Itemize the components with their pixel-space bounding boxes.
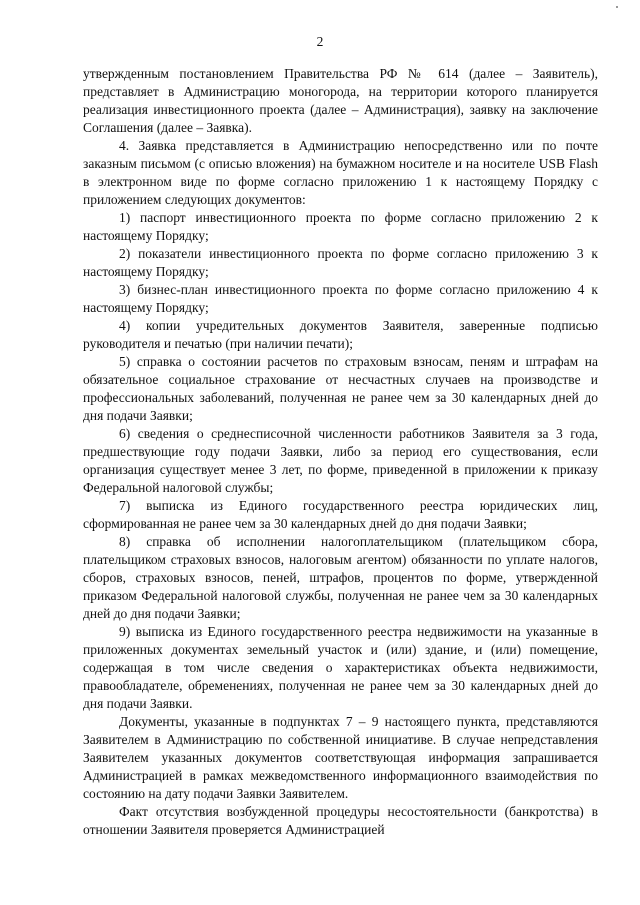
list-item: 2) показатели инвестиционного проекта по форме согласно приложению 3 к настоящему Порядку; (83, 246, 598, 279)
list-item: 4) копии учредительных документов Заявителя, заверенные подписью руководителя и печатью (при наличии печати); (83, 318, 598, 351)
paragraph: утвержденным постановлением Правительства РФ № 614 (далее – Заявитель), представляет в Администрацию моногорода, на территории которого планируется реализация инвестиционного проекта (далее – Администрация), заявку на заключение Соглашения (далее – Заявка). (83, 66, 598, 135)
list-item: 5) справка о состоянии расчетов по страховым взносам, пеням и штрафам на обязательное социальное страхование от несчастных случаев на производстве и профессиональных заболеваний, полученная не ранее чем за 30 календарных дней до дня подачи Заявки; (83, 354, 598, 423)
paragraph: Факт отсутствия возбужденной процедуры несостоятельности (банкротства) в отношении Заявителя проверяется Администрацией (83, 804, 598, 837)
scan-dot (616, 6, 618, 8)
list-item: 8) справка об исполнении налогоплательщиком (плательщиком сбора, плательщиком страховых взносов, налоговым агентом) обязанности по уплате налогов, сборов, страховых взносов, пеней, штрафов, процентов по форме, утвержденной приказом Федеральной налоговой службы, полученная не ранее чем за 30 календарных дней до дня подачи Заявки; (83, 534, 598, 621)
list-item: 1) паспорт инвестиционного проекта по форме согласно приложению 2 к настоящему Порядку; (83, 210, 598, 243)
paragraph: Документы, указанные в подпунктах 7 – 9 настоящего пункта, представляются Заявителем в Администрацию по собственной инициативе. В случае непредставления Заявителем указанных документов соответствующая информация запрашивается Администрацией в рамках межведомственного информационного взаимодействия по состоянию на дату подачи Заявки Заявителем. (83, 714, 598, 801)
list-item: 3) бизнес-план инвестиционного проекта по форме согласно приложению 4 к настоящему Порядку; (83, 282, 598, 315)
list-item: 7) выписка из Единого государственного реестра юридических лиц, сформированная не ранее чем за 30 календарных дней до дня подачи Заявки; (83, 498, 598, 531)
paragraph: 4. Заявка представляется в Администрацию непосредственно или по почте заказным письмом (с описью вложения) на бумажном носителе и на носителе USB Flash в электронном виде по форме согласно приложению 1 к настоящему Порядку с приложением следующих документов: (83, 138, 598, 207)
list-item: 6) сведения о среднесписочной численности работников Заявителя за 3 года, предшествующие году подачи Заявки, либо за период его существования, если организация существует менее 3 лет, по форме, приведенной в приложении к приказу Федеральной налоговой службы; (83, 426, 598, 495)
list-item: 9) выписка из Единого государственного реестра недвижимости на указанные в приложенных документах земельный участок и (или) здание, и (или) помещение, содержащая в том числе сведения о характеристиках объекта недвижимости, правообладателе, обременениях, полученная не ранее чем за 30 календарных дней до дня подачи Заявки. (83, 624, 598, 711)
document-body (83, 65, 598, 839)
page-number: 2 (316, 34, 324, 49)
